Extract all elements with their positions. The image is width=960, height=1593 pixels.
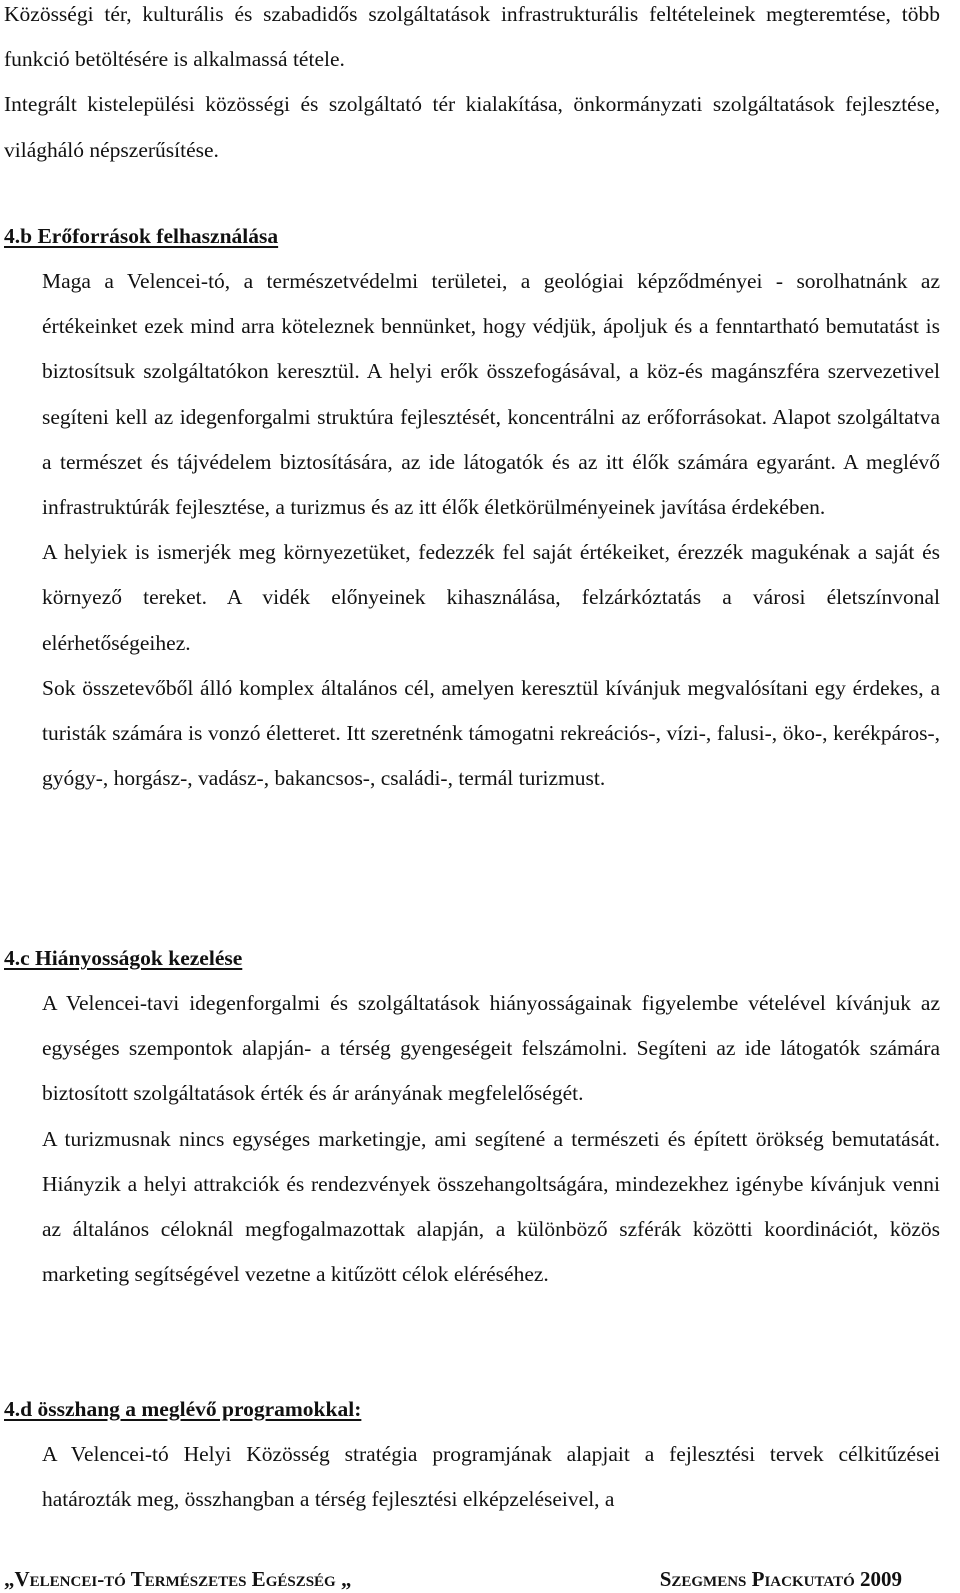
paragraph: A turizmusnak nincs egységes marketingje, ami segítené a természeti és épített örökség bemutatását. Hiányzik a helyi attrakciók és rendezvények összehangoltságára, mindezekhez igénybe kívánjuk venni az általános céloknál megfogalmazottak alapján, a különböző szférák közötti koordinációt, közös marketing segítségével vezetne a kitűzött célok eléréséhez. [42,1126,940,1287]
intro-paragraph-1: Közösségi tér, kulturális és szabadidős szolgáltatások infrastrukturális feltételeinek megteremtése, több funkció betöltésére is alkalmassá tétele. [4,2,940,72]
section-heading-4c: 4.c Hiányosságok kezelése [4,946,243,970]
paragraph: Maga a Velencei-tó, a természetvédelmi területei, a geológiai képződményei - sorolhatnánk az értékeinket ezek mind arra köteleznek bennünket, hogy védjük, ápoljuk és a fenntartható bemutatást is biztosítsuk szolgáltatókon keresztül. A helyi erők összefogásával, a köz-és magánszféra szervezetivel segíteni kell az idegenforgalmi struktúra fejlesztését, koncentrálni az erőforrásokat. Alapot szolgáltatva a természet és tájvédelem biztosítására, az ide látogatók és az itt élők számára egyaránt. A meglévő infrastruktúrák fejlesztése, a turizmus és az itt élők életkörülményeinek javítása érdekében. [42,269,940,520]
section-4d-body [0,1432,940,1522]
section-4c-body [0,981,940,1297]
section-heading-4b: 4.b Erőforrások felhasználása [4,224,279,248]
page-footer [4,1565,902,1593]
intro-text [0,0,940,173]
paragraph: Sok összetevőből álló komplex általános cél, amelyen keresztül kívánjuk megvalósítani egy érdekes, a turisták számára is vonzó életteret. Itt szeretnénk támogatni rekreációs-, vízi-, falusi-, öko-, kerékpáros-, gyógy-, horgász-, vadász-, bakancsos-, családi-, termál turizmust. [42,675,940,791]
footer-left-title: „Velencei-tó Természetes Egészség „ [4,1567,352,1591]
paragraph: A helyiek is ismerjék meg környezetüket, fedezzék fel saját értékeiket, érezzék magukénak a saját és környező tereket. A vidék előnyeinek kihasználása, felzárkóztatás a városi életszínvonal elérhetőségeihez. [42,540,940,655]
paragraph: A Velencei-tó Helyi Közösség stratégia programjának alapjait a fejlesztési tervek célkitűzései határozták meg, összhangban a térség fejlesztési elképzeléseivel, a [42,1442,940,1512]
footer-right-title: Szegmens Piackutató 2009 [659,1567,902,1591]
section-4b-body [0,259,940,801]
intro-paragraph-2: Integrált kistelepülési közösségi és szolgáltató tér kialakítása, önkormányzati szolgáltatások fejlesztése, világháló népszerűsítése. [4,92,940,162]
section-heading-4d: 4.d összhang a meglévő programokkal: [4,1397,362,1421]
paragraph: A Velencei-tavi idegenforgalmi és szolgáltatások hiányosságainak figyelembe vételével kívánjuk az egységes szempontok alapján- a térség gyengeségeit felszámolni. Segíteni az ide látogatók számára biztosított szolgáltatások érték és ár arányának megfelelőségét. [42,991,940,1106]
